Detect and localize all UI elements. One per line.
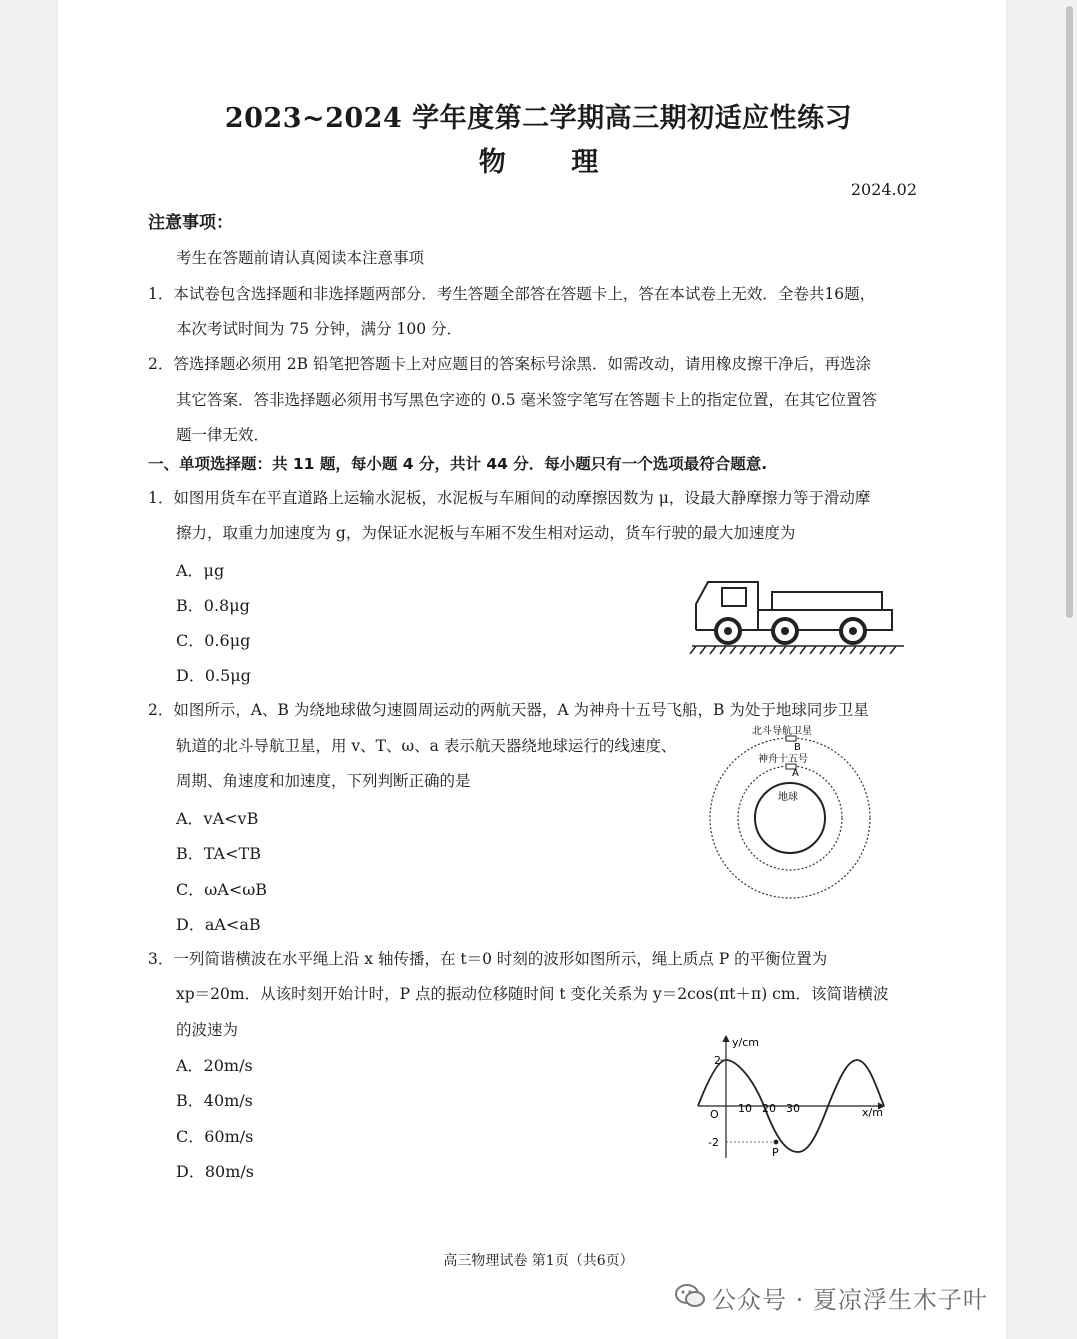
notice-intro: 考生在答题前请认真阅读本注意事项 bbox=[176, 249, 425, 267]
label-b: B bbox=[794, 742, 801, 753]
x-tick-30: 30 bbox=[786, 1102, 800, 1115]
exam-subject: 物 理 bbox=[478, 147, 627, 178]
notice-item-2-line-3: 题一律无效． bbox=[176, 426, 270, 444]
origin-label: O bbox=[710, 1108, 719, 1121]
page-footer: 高三物理试卷 第1页（共6页） bbox=[443, 1253, 634, 1269]
point-p bbox=[774, 1140, 779, 1145]
q1-line-1: 1．如图用货车在平直道路上运输水泥板，水泥板与车厢间的动摩擦因数为 μ，设最大静摩擦力等于滑动摩 bbox=[148, 489, 871, 507]
q1-option-a: A．μg bbox=[176, 561, 225, 580]
section-1-heading: 一、单项选择题：共 11 题，每小题 4 分，共计 44 分．每小题只有一个选项最符合题意. bbox=[148, 455, 768, 473]
watermark-text: 公众号 · 夏凉浮生木子叶 bbox=[712, 1286, 988, 1314]
q2-line-2: 轨道的北斗导航卫星，用 v、T、ω、a 表示航天器绕地球运行的线速度、 bbox=[176, 737, 677, 755]
x-tick-10: 10 bbox=[738, 1102, 752, 1115]
q2-option-d: D．aA<aB bbox=[176, 915, 261, 934]
q2-line-3: 周期、角速度和加速度，下列判断正确的是 bbox=[176, 772, 471, 790]
y-axis-label: y/cm bbox=[732, 1036, 759, 1049]
label-shenzhou: 神舟十五号 bbox=[758, 754, 808, 765]
q2-line-1: 2．如图所示，A、B 为绕地球做匀速圆周运动的两航天器，A 为神舟十五号飞船，B 为处于地球同步卫星 bbox=[148, 701, 869, 719]
q3-line-1: 3．一列简谐横波在水平绳上沿 x 轴传播，在 t＝0 时刻的波形如图所示，绳上质点 P 的平衡位置为 bbox=[148, 950, 828, 968]
orbit-figure bbox=[700, 720, 880, 900]
wave-graph bbox=[690, 1030, 900, 1165]
label-earth: 地球 bbox=[778, 792, 798, 803]
q3-option-b: B．40m/s bbox=[176, 1091, 253, 1110]
q1-option-d: D．0.5μg bbox=[176, 666, 251, 685]
notice-item-1-line-2: 本次考试时间为 75 分钟，满分 100 分． bbox=[176, 320, 463, 338]
notice-item-2-line-1: 2．答选择题必须用 2B 铅笔把答题卡上对应题目的答案标号涂黑．如需改动，请用橡皮擦干净后，再选涂 bbox=[148, 355, 871, 373]
x-tick-20: 20 bbox=[762, 1102, 776, 1115]
exam-date: 2024.02 bbox=[850, 180, 917, 199]
point-p-label: P bbox=[772, 1146, 779, 1159]
q2-option-a: A．vA<vB bbox=[176, 809, 259, 828]
q3-option-d: D．80m/s bbox=[176, 1162, 254, 1181]
q1-option-b: B．0.8μg bbox=[176, 596, 250, 615]
q3-line-3: 的波速为 bbox=[176, 1021, 239, 1039]
ground bbox=[690, 646, 904, 654]
x-axis-label: x/m bbox=[862, 1106, 883, 1119]
notice-item-1-line-1: 1．本试卷包含选择题和非选择题两部分．考生答题全部答在答题卡上，答在本试卷上无效．全卷共16题， bbox=[148, 285, 876, 303]
q3-option-c: C．60m/s bbox=[176, 1127, 254, 1146]
label-a: A bbox=[792, 768, 799, 779]
q1-line-2: 擦力，取重力加速度为 g，为保证水泥板与车厢不发生相对运动，货车行驶的最大加速度为 bbox=[176, 524, 796, 542]
exam-title: 2023~2024 学年度第二学期高三期初适应性练习 bbox=[224, 103, 853, 134]
truck-window bbox=[722, 588, 746, 606]
wechat-icon bbox=[675, 1282, 705, 1310]
y-tick-neg-2: -2 bbox=[708, 1136, 719, 1149]
q3-option-a: A．20m/s bbox=[176, 1056, 253, 1075]
q2-option-b: B．TA<TB bbox=[176, 844, 261, 863]
notice-heading: 注意事项： bbox=[148, 213, 233, 233]
q2-option-c: C．ωA<ωB bbox=[176, 880, 268, 899]
label-beidou: 北斗导航卫星 bbox=[752, 726, 812, 737]
y-tick-2: 2 bbox=[714, 1054, 721, 1067]
truck-wheels bbox=[716, 619, 865, 643]
cement-slab bbox=[772, 592, 882, 610]
q3-line-2: xp＝20m．从该时刻开始计时，P 点的振动位移随时间 t 变化关系为 y＝2cos(πt＋π) cm．该简谐横波 bbox=[176, 985, 889, 1003]
q1-option-c: C．0.6μg bbox=[176, 631, 251, 650]
truck-figure bbox=[688, 574, 908, 660]
notice-item-2-line-2: 其它答案．答非选择题必须用书写黑色字迹的 0.5 毫米签字笔写在答题卡上的指定位置，在其它位置答 bbox=[176, 391, 878, 409]
